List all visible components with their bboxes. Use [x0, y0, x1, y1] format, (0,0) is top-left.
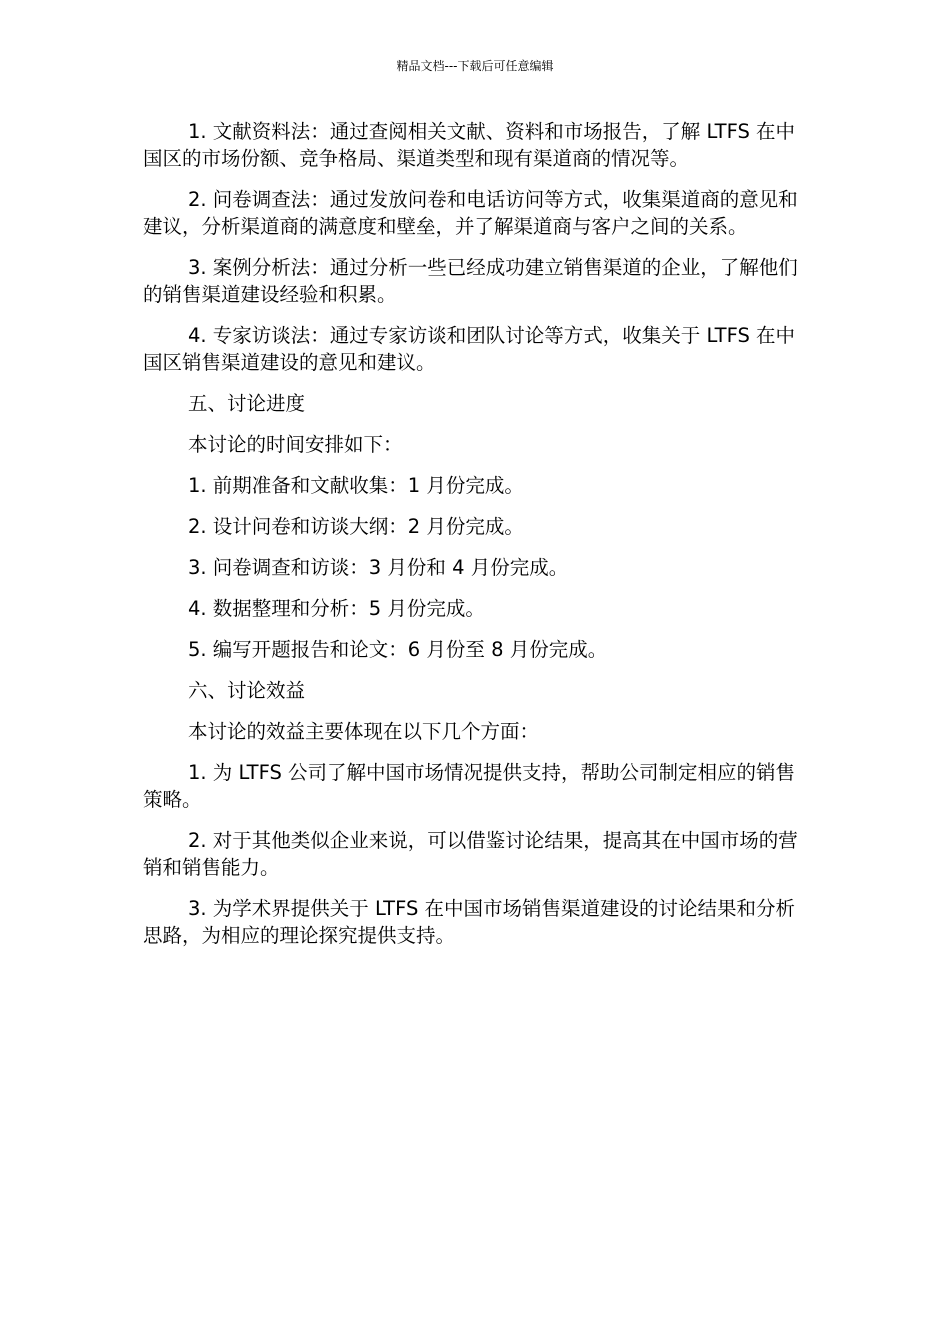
- method-questionnaire-paragraph: 2. 问卷调查法：通过发放问卷和电话访问等方式，收集渠道商的意见和建议，分析渠道商的满意度和壁垒，并了解渠道商与客户之间的关系。: [143, 188, 798, 238]
- document-body: [143, 118, 803, 963]
- benefit-item: 2. 对于其他类似企业来说，可以借鉴讨论结果，提高其在中国市场的营销和销售能力。: [143, 829, 798, 879]
- section-heading-benefits: 六、讨论效益: [188, 679, 306, 702]
- benefit-item: 1. 为 LTFS 公司了解中国市场情况提供支持，帮助公司制定相应的销售策略。: [143, 761, 796, 811]
- schedule-item: 5. 编写开题报告和论文：6 月份至 8 月份完成。: [188, 638, 608, 661]
- schedule-intro: 本讨论的时间安排如下：: [188, 433, 403, 456]
- schedule-item: 4. 数据整理和分析：5 月份完成。: [188, 597, 485, 620]
- benefit-item: 3. 为学术界提供关于 LTFS 在中国市场销售渠道建设的讨论结果和分析思路，为相应的理论探究提供支持。: [143, 897, 796, 947]
- method-expert-interview-paragraph: 4. 专家访谈法：通过专家访谈和团队讨论等方式，收集关于 LTFS 在中国区销售渠道建设的意见和建议。: [143, 324, 796, 374]
- schedule-item: 3. 问卷调查和访谈：3 月份和 4 月份完成。: [188, 556, 569, 579]
- method-case-study-paragraph: 3. 案例分析法：通过分析一些已经成功建立销售渠道的企业，了解他们的销售渠道建设经验和积累。: [143, 256, 798, 306]
- schedule-item: 1. 前期准备和文献收集：1 月份完成。: [188, 474, 524, 497]
- method-literature-paragraph: 1. 文献资料法：通过查阅相关文献、资料和市场报告，了解 LTFS 在中国区的市场份额、竞争格局、渠道类型和现有渠道商的情况等。: [143, 120, 796, 170]
- page-header: 精品文档---下载后可任意编辑: [396, 59, 554, 73]
- benefits-intro: 本讨论的效益主要体现在以下几个方面：: [188, 720, 540, 743]
- section-heading-schedule: 五、讨论进度: [188, 392, 306, 415]
- schedule-item: 2. 设计问卷和访谈大纲：2 月份完成。: [188, 515, 524, 538]
